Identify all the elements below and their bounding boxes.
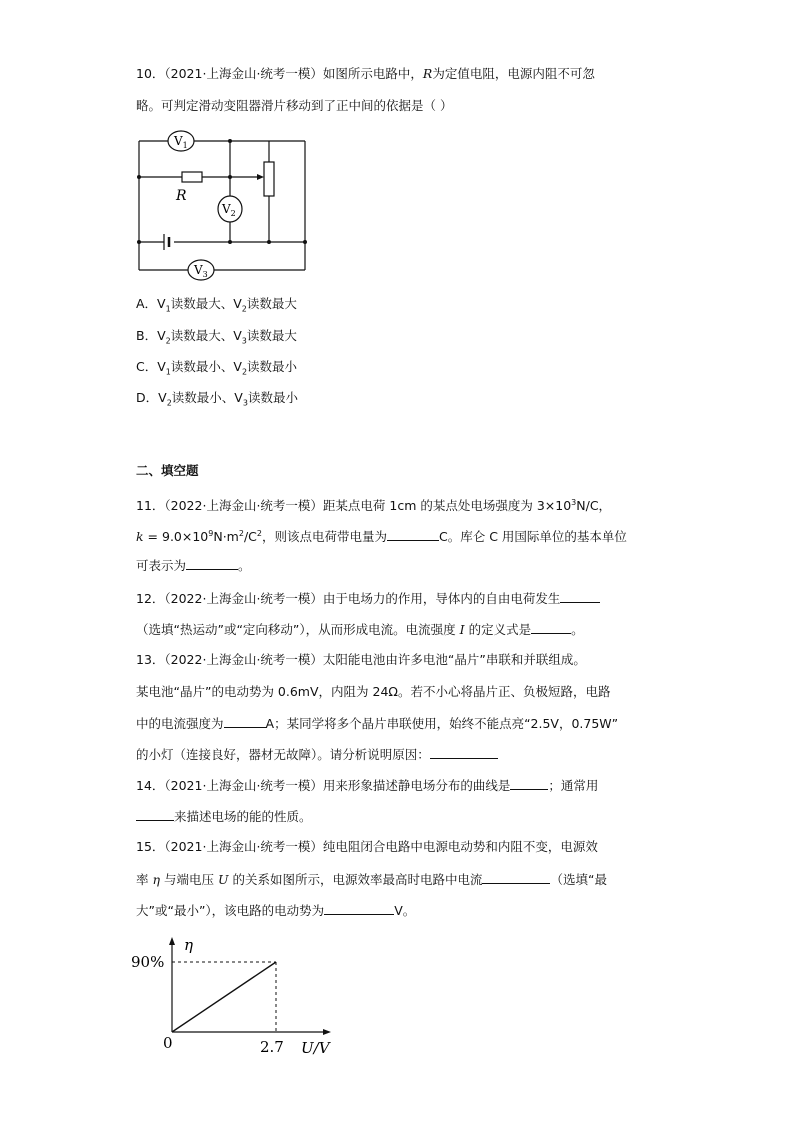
q15-blank-1[interactable]	[482, 871, 550, 884]
x-axis-label: U/V	[301, 1039, 330, 1057]
q13-line3: 中的电流强度为 A；某同学将多个晶片串联使用，始终不能点亮“2.5V，0.75W”	[136, 716, 619, 731]
q14-blank-2[interactable]	[136, 808, 174, 821]
y-axis-label: η	[184, 936, 193, 954]
origin-label: 0	[163, 1034, 173, 1052]
q15-blank-2[interactable]	[324, 902, 394, 915]
y-arrow-icon	[169, 937, 175, 945]
q14-line1: 14．（2021·上海金山·统考一模）用来形象描述静电场分布的曲线是 ；通常用	[136, 778, 599, 793]
q12-blank-1[interactable]	[560, 590, 600, 603]
q12-line1: 12．（2022·上海金山·统考一模）由于电场力的作用，导体内的自由电荷发生	[136, 590, 600, 607]
q11-blank-2[interactable]	[186, 557, 238, 570]
eta-u-graph	[126, 930, 356, 1060]
x-tick-label: 2.7	[260, 1038, 284, 1056]
q12-line2: （选填“热运动”或“定向移动”），从而形成电流。电流强度 I 的定义式是 。	[136, 622, 584, 637]
r-label: R	[176, 188, 187, 204]
section-title: 二、填空题	[136, 463, 199, 478]
q14-blank-1[interactable]	[510, 777, 548, 790]
q10-line2: 略。可判定滑动变阻器滑片移动到了正中间的依据是（ ）	[136, 98, 453, 113]
v1-label: $V_1$	[174, 134, 188, 150]
series-line	[172, 962, 276, 1032]
y-tick-label: 90%	[131, 953, 165, 971]
q10-line1: 10．（2021·上海金山·统考一模）如图所示电路中，R为定值电阻，电源内阻不可忽	[136, 66, 595, 81]
circuit-diagram	[130, 124, 320, 279]
q14-line2: 来描述电场的能的性质。	[136, 808, 312, 825]
q15-line3: 大”或“最小”），该电路的电动势为 V。	[136, 903, 416, 918]
q15-line1: 15．（2021·上海金山·统考一模）纯电阻闭合电路中电源电动势和内阻不变，电源效	[136, 839, 598, 854]
option-d: D．$V_2$读数最小、$V_3$读数最小	[136, 390, 298, 408]
x-arrow-icon	[323, 1029, 331, 1035]
q12-blank-2[interactable]	[531, 621, 571, 634]
v2-label: $V_2$	[222, 202, 236, 218]
option-b: B．$V_2$读数最大、$V_3$读数最大	[136, 328, 297, 346]
q11-blank-1[interactable]	[387, 528, 439, 541]
q13-blank-1[interactable]	[224, 715, 266, 728]
option-a: A．$V_1$读数最大、$V_2$读数最大	[136, 296, 297, 314]
slider-arrow-icon	[257, 174, 264, 180]
option-c: C．$V_1$读数最小、$V_2$读数最小	[136, 359, 298, 377]
q13-line2: 某电池“晶片”的电动势为 0.6mV，内阻为 24Ω。若不小心将晶片正、负极短路，电路	[136, 684, 611, 699]
v3-label: $V_3$	[194, 263, 208, 279]
q13-line1: 13．（2022·上海金山·统考一模）太阳能电池由许多电池“晶片”串联和并联组成。	[136, 652, 586, 667]
q11-line2: $k = 9.0\times 10^9N\cdot m^2/C^2$，则该点电荷带电量为 C。库仑 C 用国际单位的基本单位	[136, 529, 627, 545]
q11-line1: 11．（2022·上海金山·统考一模）距某点电荷 1cm 的某点处电场强度为 $3\times 10^3N/C$，	[136, 498, 612, 514]
q13-line4: 的小灯（连接良好，器材无故障）。请分析说明原因：	[136, 746, 498, 763]
q11-line3: 可表示为 。	[136, 558, 251, 573]
q15-line2: 率 η 与端电压 U 的关系如图所示，电源效率最高时电路中电流 （选填“最	[136, 872, 607, 887]
q13-blank-2[interactable]	[430, 746, 498, 759]
